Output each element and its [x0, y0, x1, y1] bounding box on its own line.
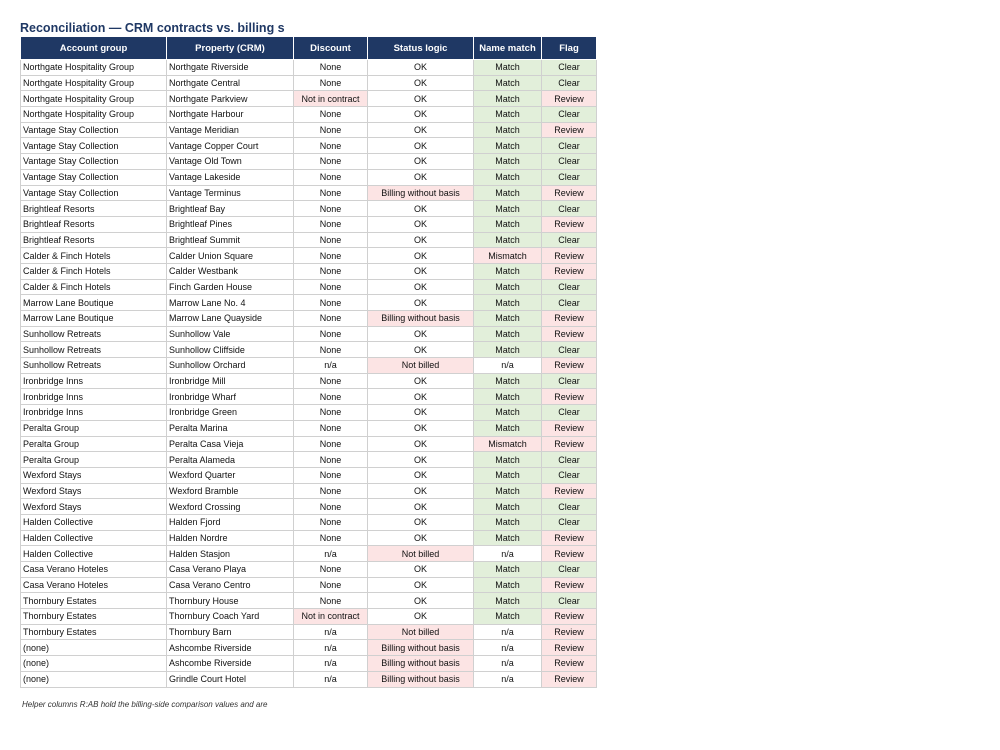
- property-cell[interactable]: Vantage Meridian: [167, 122, 294, 138]
- table-row: [21, 263, 597, 279]
- name-match-cell[interactable]: Match: [474, 169, 542, 185]
- flag-cell[interactable]: Review: [542, 530, 597, 546]
- table-row: [21, 91, 597, 107]
- account-group-cell[interactable]: Halden Collective: [21, 530, 167, 546]
- table-row: [21, 624, 597, 640]
- name-match-cell[interactable]: Match: [474, 530, 542, 546]
- sheet-title: Reconciliation — CRM contracts vs. billing s: [20, 21, 285, 35]
- account-group-cell[interactable]: Casa Verano Hoteles: [21, 562, 167, 578]
- account-group-cell[interactable]: Vantage Stay Collection: [21, 122, 167, 138]
- table-row: [21, 577, 597, 593]
- table-row: [21, 373, 597, 389]
- discount-cell[interactable]: None: [294, 60, 368, 76]
- status-logic-cell[interactable]: OK: [368, 514, 474, 530]
- discount-cell[interactable]: None: [294, 593, 368, 609]
- property-cell[interactable]: Vantage Terminus: [167, 185, 294, 201]
- status-logic-cell[interactable]: OK: [368, 593, 474, 609]
- discount-cell[interactable]: None: [294, 483, 368, 499]
- flag-cell[interactable]: Review: [542, 656, 597, 672]
- table-row: [21, 452, 597, 468]
- property-cell[interactable]: Sunhollow Orchard: [167, 358, 294, 374]
- discount-cell[interactable]: None: [294, 405, 368, 421]
- property-cell[interactable]: Calder Westbank: [167, 263, 294, 279]
- account-group-cell[interactable]: (none): [21, 656, 167, 672]
- discount-cell[interactable]: None: [294, 342, 368, 358]
- reconciliation-table: [20, 36, 597, 688]
- table-row: [21, 216, 597, 232]
- status-logic-cell[interactable]: OK: [368, 75, 474, 91]
- status-logic-cell[interactable]: OK: [368, 577, 474, 593]
- table-row: [21, 640, 597, 656]
- property-cell[interactable]: Brightleaf Pines: [167, 216, 294, 232]
- property-cell[interactable]: Wexford Crossing: [167, 499, 294, 515]
- account-group-cell[interactable]: Peralta Group: [21, 420, 167, 436]
- name-match-cell[interactable]: Match: [474, 107, 542, 123]
- discount-cell[interactable]: None: [294, 420, 368, 436]
- discount-cell[interactable]: Not in contract: [294, 609, 368, 625]
- status-logic-cell[interactable]: OK: [368, 295, 474, 311]
- name-match-cell[interactable]: n/a: [474, 640, 542, 656]
- account-group-cell[interactable]: Wexford Stays: [21, 483, 167, 499]
- account-group-cell[interactable]: Thornbury Estates: [21, 624, 167, 640]
- status-logic-cell[interactable]: Billing without basis: [368, 656, 474, 672]
- name-match-cell[interactable]: Match: [474, 593, 542, 609]
- name-match-cell[interactable]: Match: [474, 342, 542, 358]
- account-group-cell[interactable]: Vantage Stay Collection: [21, 138, 167, 154]
- status-logic-cell[interactable]: OK: [368, 201, 474, 217]
- account-group-cell[interactable]: Sunhollow Retreats: [21, 342, 167, 358]
- table-row: [21, 530, 597, 546]
- account-group-cell[interactable]: Halden Collective: [21, 546, 167, 562]
- property-cell[interactable]: Peralta Marina: [167, 420, 294, 436]
- property-cell[interactable]: Ironbridge Green: [167, 405, 294, 421]
- discount-cell[interactable]: n/a: [294, 640, 368, 656]
- flag-cell[interactable]: Clear: [542, 452, 597, 468]
- account-group-cell[interactable]: (none): [21, 640, 167, 656]
- account-group-cell[interactable]: Brightleaf Resorts: [21, 232, 167, 248]
- col-header-account-group[interactable]: Account group: [21, 37, 167, 60]
- account-group-cell[interactable]: Ironbridge Inns: [21, 373, 167, 389]
- account-group-cell[interactable]: Vantage Stay Collection: [21, 154, 167, 170]
- table-row: [21, 405, 597, 421]
- table-row: [21, 107, 597, 123]
- name-match-cell[interactable]: Match: [474, 60, 542, 76]
- col-header-property[interactable]: Property (CRM): [167, 37, 294, 60]
- property-cell[interactable]: Peralta Alameda: [167, 452, 294, 468]
- status-logic-cell[interactable]: OK: [368, 452, 474, 468]
- status-logic-cell[interactable]: OK: [368, 169, 474, 185]
- account-group-cell[interactable]: Northgate Hospitality Group: [21, 107, 167, 123]
- property-cell[interactable]: Vantage Lakeside: [167, 169, 294, 185]
- status-logic-cell[interactable]: OK: [368, 326, 474, 342]
- name-match-cell[interactable]: Match: [474, 279, 542, 295]
- name-match-cell[interactable]: Match: [474, 373, 542, 389]
- table-row: [21, 483, 597, 499]
- account-group-cell[interactable]: Halden Collective: [21, 514, 167, 530]
- account-group-cell[interactable]: Northgate Hospitality Group: [21, 75, 167, 91]
- table-row: [21, 420, 597, 436]
- reconciliation-sheet: [20, 20, 600, 688]
- property-cell[interactable]: Wexford Quarter: [167, 467, 294, 483]
- flag-cell[interactable]: Clear: [542, 373, 597, 389]
- flag-cell[interactable]: Clear: [542, 467, 597, 483]
- account-group-cell[interactable]: Brightleaf Resorts: [21, 201, 167, 217]
- status-logic-cell[interactable]: OK: [368, 609, 474, 625]
- account-group-cell[interactable]: Sunhollow Retreats: [21, 358, 167, 374]
- flag-cell[interactable]: Clear: [542, 514, 597, 530]
- status-logic-cell[interactable]: Not billed: [368, 358, 474, 374]
- name-match-cell[interactable]: Match: [474, 75, 542, 91]
- flag-cell[interactable]: Review: [542, 671, 597, 687]
- name-match-cell[interactable]: Match: [474, 91, 542, 107]
- status-logic-cell[interactable]: OK: [368, 216, 474, 232]
- account-group-cell[interactable]: Wexford Stays: [21, 499, 167, 515]
- discount-cell[interactable]: None: [294, 279, 368, 295]
- table-row: [21, 609, 597, 625]
- account-group-cell[interactable]: (none): [21, 671, 167, 687]
- flag-cell[interactable]: Clear: [542, 562, 597, 578]
- status-logic-cell[interactable]: OK: [368, 530, 474, 546]
- name-match-cell[interactable]: Mismatch: [474, 436, 542, 452]
- table-row: [21, 656, 597, 672]
- name-match-cell[interactable]: Match: [474, 514, 542, 530]
- flag-cell[interactable]: Clear: [542, 138, 597, 154]
- table-row: [21, 279, 597, 295]
- property-cell[interactable]: Marrow Lane No. 4: [167, 295, 294, 311]
- table-row: [21, 436, 597, 452]
- discount-cell[interactable]: n/a: [294, 358, 368, 374]
- flag-cell[interactable]: Clear: [542, 154, 597, 170]
- flag-cell[interactable]: Review: [542, 640, 597, 656]
- table-row: [21, 562, 597, 578]
- flag-cell[interactable]: Clear: [542, 499, 597, 515]
- discount-cell[interactable]: None: [294, 75, 368, 91]
- name-match-cell[interactable]: Match: [474, 138, 542, 154]
- flag-cell[interactable]: Review: [542, 91, 597, 107]
- property-cell[interactable]: Ironbridge Wharf: [167, 389, 294, 405]
- discount-cell[interactable]: None: [294, 107, 368, 123]
- header-row: [21, 37, 597, 60]
- discount-cell[interactable]: n/a: [294, 671, 368, 687]
- property-cell[interactable]: Thornbury Barn: [167, 624, 294, 640]
- property-cell[interactable]: Brightleaf Summit: [167, 232, 294, 248]
- table-row: [21, 75, 597, 91]
- property-cell[interactable]: Thornbury Coach Yard: [167, 609, 294, 625]
- status-logic-cell[interactable]: Billing without basis: [368, 311, 474, 327]
- status-logic-cell[interactable]: OK: [368, 232, 474, 248]
- status-logic-cell[interactable]: OK: [368, 279, 474, 295]
- name-match-cell[interactable]: n/a: [474, 546, 542, 562]
- property-cell[interactable]: Casa Verano Centro: [167, 577, 294, 593]
- flag-cell[interactable]: Review: [542, 624, 597, 640]
- status-logic-cell[interactable]: OK: [368, 499, 474, 515]
- flag-cell[interactable]: Clear: [542, 201, 597, 217]
- status-logic-cell[interactable]: OK: [368, 248, 474, 264]
- account-group-cell[interactable]: Peralta Group: [21, 452, 167, 468]
- name-match-cell[interactable]: Match: [474, 467, 542, 483]
- property-cell[interactable]: Calder Union Square: [167, 248, 294, 264]
- property-cell[interactable]: Peralta Casa Vieja: [167, 436, 294, 452]
- table-row: [21, 671, 597, 687]
- table-row: [21, 342, 597, 358]
- table-row: [21, 185, 597, 201]
- flag-cell[interactable]: Clear: [542, 279, 597, 295]
- table-row: [21, 201, 597, 217]
- status-logic-cell[interactable]: OK: [368, 122, 474, 138]
- flag-cell[interactable]: Review: [542, 420, 597, 436]
- name-match-cell[interactable]: Match: [474, 263, 542, 279]
- account-group-cell[interactable]: Marrow Lane Boutique: [21, 311, 167, 327]
- account-group-cell[interactable]: Ironbridge Inns: [21, 389, 167, 405]
- property-cell[interactable]: Northgate Parkview: [167, 91, 294, 107]
- name-match-cell[interactable]: Match: [474, 420, 542, 436]
- name-match-cell[interactable]: Match: [474, 499, 542, 515]
- flag-cell[interactable]: Review: [542, 248, 597, 264]
- status-logic-cell[interactable]: OK: [368, 91, 474, 107]
- name-match-cell[interactable]: Match: [474, 577, 542, 593]
- discount-cell[interactable]: None: [294, 514, 368, 530]
- table-row: [21, 514, 597, 530]
- discount-cell[interactable]: n/a: [294, 546, 368, 562]
- status-logic-cell[interactable]: OK: [368, 562, 474, 578]
- table-row: [21, 326, 597, 342]
- status-logic-cell[interactable]: Billing without basis: [368, 185, 474, 201]
- name-match-cell[interactable]: Match: [474, 295, 542, 311]
- property-cell[interactable]: Halden Nordre: [167, 530, 294, 546]
- status-logic-cell[interactable]: OK: [368, 483, 474, 499]
- discount-cell[interactable]: None: [294, 122, 368, 138]
- property-cell[interactable]: Halden Fjord: [167, 514, 294, 530]
- discount-cell[interactable]: Not in contract: [294, 91, 368, 107]
- helper-note: Helper columns R:AB hold the billing-side comparison values and are: [22, 700, 268, 709]
- property-cell[interactable]: Northgate Harbour: [167, 107, 294, 123]
- col-header-name-match[interactable]: Name match: [474, 37, 542, 60]
- flag-cell[interactable]: Review: [542, 546, 597, 562]
- discount-cell[interactable]: None: [294, 169, 368, 185]
- status-logic-cell[interactable]: Billing without basis: [368, 640, 474, 656]
- account-group-cell[interactable]: Vantage Stay Collection: [21, 169, 167, 185]
- status-logic-cell[interactable]: OK: [368, 154, 474, 170]
- name-match-cell[interactable]: n/a: [474, 671, 542, 687]
- property-cell[interactable]: Ironbridge Mill: [167, 373, 294, 389]
- name-match-cell[interactable]: Match: [474, 232, 542, 248]
- table-row: [21, 138, 597, 154]
- property-cell[interactable]: Wexford Bramble: [167, 483, 294, 499]
- name-match-cell[interactable]: Match: [474, 405, 542, 421]
- table-row: [21, 311, 597, 327]
- flag-cell[interactable]: Clear: [542, 295, 597, 311]
- discount-cell[interactable]: None: [294, 452, 368, 468]
- discount-cell[interactable]: None: [294, 499, 368, 515]
- flag-cell[interactable]: Review: [542, 577, 597, 593]
- table-row: [21, 358, 597, 374]
- name-match-cell[interactable]: Match: [474, 562, 542, 578]
- name-match-cell[interactable]: Match: [474, 483, 542, 499]
- flag-cell[interactable]: Review: [542, 483, 597, 499]
- discount-cell[interactable]: None: [294, 154, 368, 170]
- flag-cell[interactable]: Review: [542, 389, 597, 405]
- flag-cell[interactable]: Review: [542, 122, 597, 138]
- account-group-cell[interactable]: Peralta Group: [21, 436, 167, 452]
- table-body: [21, 60, 597, 688]
- table-row: [21, 60, 597, 76]
- name-match-cell[interactable]: n/a: [474, 358, 542, 374]
- account-group-cell[interactable]: Casa Verano Hoteles: [21, 577, 167, 593]
- status-logic-cell[interactable]: OK: [368, 138, 474, 154]
- status-logic-cell[interactable]: OK: [368, 389, 474, 405]
- flag-cell[interactable]: Review: [542, 185, 597, 201]
- flag-cell[interactable]: Review: [542, 263, 597, 279]
- table-row: [21, 169, 597, 185]
- flag-cell[interactable]: Clear: [542, 232, 597, 248]
- status-logic-cell[interactable]: Not billed: [368, 624, 474, 640]
- name-match-cell[interactable]: Match: [474, 311, 542, 327]
- property-cell[interactable]: Vantage Old Town: [167, 154, 294, 170]
- name-match-cell[interactable]: Mismatch: [474, 248, 542, 264]
- discount-cell[interactable]: None: [294, 562, 368, 578]
- status-logic-cell[interactable]: OK: [368, 263, 474, 279]
- discount-cell[interactable]: None: [294, 248, 368, 264]
- table-row: [21, 232, 597, 248]
- flag-cell[interactable]: Review: [542, 311, 597, 327]
- property-cell[interactable]: Sunhollow Vale: [167, 326, 294, 342]
- name-match-cell[interactable]: Match: [474, 185, 542, 201]
- discount-cell[interactable]: None: [294, 577, 368, 593]
- flag-cell[interactable]: Clear: [542, 169, 597, 185]
- property-cell[interactable]: Marrow Lane Quayside: [167, 311, 294, 327]
- flag-cell[interactable]: Clear: [542, 60, 597, 76]
- account-group-cell[interactable]: Marrow Lane Boutique: [21, 295, 167, 311]
- table-row: [21, 122, 597, 138]
- flag-cell[interactable]: Clear: [542, 405, 597, 421]
- discount-cell[interactable]: None: [294, 138, 368, 154]
- table-row: [21, 389, 597, 405]
- table-row: [21, 248, 597, 264]
- property-cell[interactable]: Ashcombe Riverside: [167, 656, 294, 672]
- name-match-cell[interactable]: Match: [474, 216, 542, 232]
- flag-cell[interactable]: Review: [542, 216, 597, 232]
- col-header-discount[interactable]: Discount: [294, 37, 368, 60]
- discount-cell[interactable]: None: [294, 185, 368, 201]
- discount-cell[interactable]: None: [294, 216, 368, 232]
- name-match-cell[interactable]: Match: [474, 389, 542, 405]
- status-logic-cell[interactable]: OK: [368, 373, 474, 389]
- table-row: [21, 295, 597, 311]
- property-cell[interactable]: Casa Verano Playa: [167, 562, 294, 578]
- flag-cell[interactable]: Review: [542, 609, 597, 625]
- flag-cell[interactable]: Clear: [542, 75, 597, 91]
- flag-cell[interactable]: Review: [542, 436, 597, 452]
- status-logic-cell[interactable]: OK: [368, 107, 474, 123]
- name-match-cell[interactable]: Match: [474, 201, 542, 217]
- property-cell[interactable]: Northgate Central: [167, 75, 294, 91]
- account-group-cell[interactable]: Thornbury Estates: [21, 609, 167, 625]
- discount-cell[interactable]: n/a: [294, 656, 368, 672]
- account-group-cell[interactable]: Calder & Finch Hotels: [21, 263, 167, 279]
- property-cell[interactable]: Halden Stasjon: [167, 546, 294, 562]
- status-logic-cell[interactable]: OK: [368, 420, 474, 436]
- discount-cell[interactable]: None: [294, 201, 368, 217]
- flag-cell[interactable]: Clear: [542, 593, 597, 609]
- property-cell[interactable]: Northgate Riverside: [167, 60, 294, 76]
- property-cell[interactable]: Grindle Court Hotel: [167, 671, 294, 687]
- property-cell[interactable]: Finch Garden House: [167, 279, 294, 295]
- discount-cell[interactable]: None: [294, 436, 368, 452]
- discount-cell[interactable]: None: [294, 232, 368, 248]
- status-logic-cell[interactable]: OK: [368, 60, 474, 76]
- status-logic-cell[interactable]: OK: [368, 467, 474, 483]
- name-match-cell[interactable]: Match: [474, 326, 542, 342]
- discount-cell[interactable]: None: [294, 530, 368, 546]
- flag-cell[interactable]: Review: [542, 358, 597, 374]
- table-row: [21, 546, 597, 562]
- discount-cell[interactable]: None: [294, 373, 368, 389]
- account-group-cell[interactable]: Calder & Finch Hotels: [21, 279, 167, 295]
- account-group-cell[interactable]: Wexford Stays: [21, 467, 167, 483]
- account-group-cell[interactable]: Vantage Stay Collection: [21, 185, 167, 201]
- name-match-cell[interactable]: Match: [474, 609, 542, 625]
- account-group-cell[interactable]: Calder & Finch Hotels: [21, 248, 167, 264]
- name-match-cell[interactable]: n/a: [474, 624, 542, 640]
- property-cell[interactable]: Ashcombe Riverside: [167, 640, 294, 656]
- discount-cell[interactable]: None: [294, 467, 368, 483]
- account-group-cell[interactable]: Northgate Hospitality Group: [21, 91, 167, 107]
- account-group-cell[interactable]: Northgate Hospitality Group: [21, 60, 167, 76]
- discount-cell[interactable]: None: [294, 389, 368, 405]
- account-group-cell[interactable]: Thornbury Estates: [21, 593, 167, 609]
- discount-cell[interactable]: None: [294, 263, 368, 279]
- flag-cell[interactable]: Clear: [542, 342, 597, 358]
- account-group-cell[interactable]: Ironbridge Inns: [21, 405, 167, 421]
- account-group-cell[interactable]: Sunhollow Retreats: [21, 326, 167, 342]
- table-row: [21, 593, 597, 609]
- name-match-cell[interactable]: n/a: [474, 656, 542, 672]
- table-row: [21, 467, 597, 483]
- property-cell[interactable]: Sunhollow Cliffside: [167, 342, 294, 358]
- discount-cell[interactable]: None: [294, 326, 368, 342]
- table-row: [21, 499, 597, 515]
- status-logic-cell[interactable]: OK: [368, 405, 474, 421]
- flag-cell[interactable]: Review: [542, 326, 597, 342]
- status-logic-cell[interactable]: OK: [368, 436, 474, 452]
- property-cell[interactable]: Brightleaf Bay: [167, 201, 294, 217]
- property-cell[interactable]: Thornbury House: [167, 593, 294, 609]
- discount-cell[interactable]: None: [294, 295, 368, 311]
- discount-cell[interactable]: n/a: [294, 624, 368, 640]
- table-row: [21, 154, 597, 170]
- status-logic-cell[interactable]: Not billed: [368, 546, 474, 562]
- name-match-cell[interactable]: Match: [474, 122, 542, 138]
- name-match-cell[interactable]: Match: [474, 452, 542, 468]
- property-cell[interactable]: Vantage Copper Court: [167, 138, 294, 154]
- col-header-status-logic[interactable]: Status logic: [368, 37, 474, 60]
- name-match-cell[interactable]: Match: [474, 154, 542, 170]
- status-logic-cell[interactable]: OK: [368, 342, 474, 358]
- discount-cell[interactable]: None: [294, 311, 368, 327]
- col-header-flag[interactable]: Flag: [542, 37, 597, 60]
- flag-cell[interactable]: Clear: [542, 107, 597, 123]
- account-group-cell[interactable]: Brightleaf Resorts: [21, 216, 167, 232]
- status-logic-cell[interactable]: Billing without basis: [368, 671, 474, 687]
